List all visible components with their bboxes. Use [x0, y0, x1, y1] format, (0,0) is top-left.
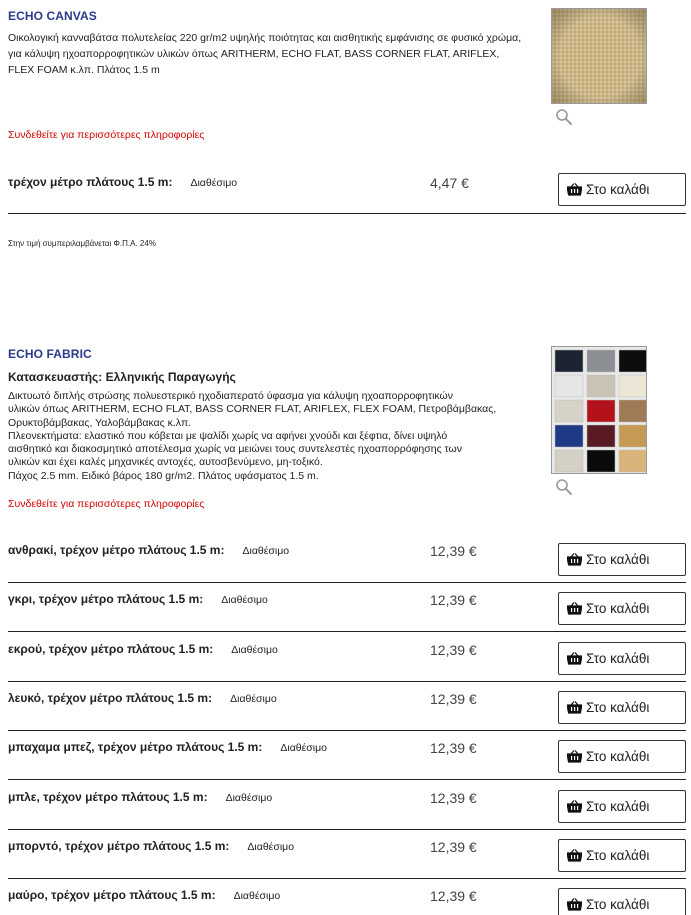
variant-price: 12,39 €: [430, 642, 477, 658]
color-swatch: [555, 450, 583, 472]
availability-status: Διαθέσιμο: [231, 644, 278, 656]
description-line: Πλεονεκτήματα: ελαστικό που κόβεται με ψαλίδι χωρίς να αφήνει χνούδι και ξέφτια, δίνει υψηλό: [8, 429, 448, 442]
cart-button-label: Στο καλάθι: [586, 601, 650, 616]
description-line: Πάχος 2.5 mm. Ειδικό βάρος 180 gr/m2. Πλάτος υφάσματος 1.5 m.: [8, 469, 319, 482]
basket-icon: [567, 652, 582, 665]
variant-label: [8, 740, 327, 754]
cart-button-label: Στο καλάθι: [586, 848, 650, 863]
description-line: αισθητικό και διακοσμητικό αποτέλεσμα χωρίς να μειώνει τους συντελεστές ηχοαπορρόφησης των: [8, 443, 462, 456]
basket-icon: [567, 750, 582, 763]
login-for-info-link[interactable]: Συνδεθείτε για περισσότερες πληροφορίες: [8, 129, 205, 141]
cart-button-label: Στο καλάθι: [586, 749, 650, 764]
color-swatch: [587, 350, 615, 372]
cart-button-label: Στο καλάθι: [586, 897, 650, 912]
product-description: [8, 390, 538, 483]
canvas-texture-image: [552, 9, 647, 104]
variant-row: [8, 691, 686, 740]
basket-icon: [567, 898, 582, 911]
variant-label: [8, 543, 289, 557]
row-divider: [8, 582, 686, 583]
variant-price: 12,39 €: [430, 888, 477, 904]
magnifier-icon[interactable]: [555, 478, 573, 496]
availability-status: Διαθέσιμο: [280, 742, 327, 754]
color-swatch: [619, 400, 647, 422]
variant-name: μπαχαμα μπεζ, τρέχον μέτρο πλάτους 1.5 m:: [8, 740, 263, 754]
variant-row: [8, 888, 686, 915]
row-divider: [8, 631, 686, 632]
magnifier-icon[interactable]: [555, 108, 573, 126]
variant-name: μπλε, τρέχον μέτρο πλάτους 1.5 m:: [8, 790, 208, 804]
color-swatch: [555, 400, 583, 422]
color-swatch: [587, 375, 615, 397]
variant-price: 12,39 €: [430, 592, 477, 608]
description-line: υλικών και έχει καλές μηχανικές αντοχές, αυτοσβενύμενο, μη-τοξικό.: [8, 456, 323, 469]
product-title-echo-fabric[interactable]: ECHO FABRIC: [8, 347, 92, 361]
variant-label: [8, 691, 277, 705]
description-line: Δικτυωτό διπλής στρώσης πολυεστερικό ηχοδιαπερατό ύφασμα για κάλυψη ηχοαπορροφητικών: [8, 390, 453, 402]
add-to-cart-button[interactable]: [558, 839, 686, 872]
variant-row: [8, 740, 686, 789]
cart-button-label: Στο καλάθι: [586, 552, 650, 567]
variant-row: [8, 543, 686, 592]
variant-row: [8, 175, 686, 224]
availability-status: Διαθέσιμο: [230, 693, 277, 705]
add-to-cart-button[interactable]: [558, 740, 686, 773]
add-to-cart-button[interactable]: [558, 790, 686, 823]
row-divider: [8, 878, 686, 879]
color-swatch: [555, 425, 583, 447]
variant-price: 12,39 €: [430, 740, 477, 756]
add-to-cart-button[interactable]: [558, 888, 686, 915]
description-line: υλικών όπως ARITHERM, ECHO FLAT, BASS CORNER FLAT, ARIFLEX, FLEX FOAM, Πετροβάμβακας,: [8, 403, 497, 416]
add-to-cart-button[interactable]: [558, 173, 686, 206]
row-divider: [8, 213, 686, 214]
fabric-color-swatches-image[interactable]: [551, 346, 647, 474]
availability-status: Διαθέσιμο: [247, 841, 295, 853]
basket-icon: [567, 701, 582, 714]
row-divider: [8, 730, 686, 731]
availability-status: Διαθέσιμο: [242, 545, 290, 557]
color-swatch: [619, 350, 647, 372]
login-for-info-link[interactable]: Συνδεθείτε για περισσότερες πληροφορίες: [8, 498, 205, 510]
basket-icon: [567, 800, 582, 813]
availability-status: Διαθέσιμο: [225, 792, 273, 804]
product-description: Οικολογική κανναβάτσα πολυτελείας 220 gr/m2 υψηλής ποιότητας και αισθητικής εμφάνισης σε φυσικό χρώμα, για κάλυψη ηχοαπορροφητικών υλικών όπως ARITHERM, ECHO FLAT, BASS CORNER FLAT, ARIFLEX, FLEX FOAM κ.λπ. Πλάτος 1.5 m: [8, 32, 522, 76]
row-divider: [8, 779, 686, 780]
add-to-cart-button[interactable]: [558, 543, 686, 576]
variant-label: [8, 175, 237, 189]
variant-label: [8, 888, 280, 902]
variant-label: [8, 642, 278, 656]
variant-row: [8, 839, 686, 888]
basket-icon: [567, 553, 582, 566]
color-swatch: [587, 400, 615, 422]
color-swatch: [619, 450, 647, 472]
product-title-echo-canvas[interactable]: ECHO CANVAS: [8, 9, 97, 23]
description-line: Ορυκτοβάμβακας, Υαλοβάμβακας κ.λπ.: [8, 416, 192, 429]
variant-name: μαύρο, τρέχον μέτρο πλάτους 1.5 m:: [8, 888, 216, 902]
basket-icon: [567, 183, 582, 196]
variant-row: [8, 642, 686, 691]
variant-name: εκρού, τρέχον μέτρο πλάτους 1.5 m:: [8, 642, 214, 656]
variant-row: [8, 790, 686, 839]
row-divider: [8, 829, 686, 830]
variant-price: 12,39 €: [430, 691, 477, 707]
cart-button-label: Στο καλάθι: [586, 700, 650, 715]
variant-price: 4,47 €: [430, 175, 469, 191]
basket-icon: [567, 849, 582, 862]
availability-status: Διαθέσιμο: [233, 890, 281, 902]
color-swatch: [555, 350, 583, 372]
cart-button-label: Στο καλάθι: [586, 651, 650, 666]
color-swatch: [587, 425, 615, 447]
variant-label: [8, 839, 294, 853]
cart-button-label: Στο καλάθι: [586, 799, 650, 814]
variant-name: λευκό, τρέχον μέτρο πλάτους 1.5 m:: [8, 691, 213, 705]
vat-note: Στην τιμή συμπεριλαμβάνεται Φ.Π.Α. 24%: [8, 239, 156, 248]
color-swatch: [555, 375, 583, 397]
variant-name: μπορντό, τρέχον μέτρο πλάτους 1.5 m:: [8, 839, 230, 853]
basket-icon: [567, 602, 582, 615]
variant-row: [8, 592, 686, 641]
row-divider: [8, 681, 686, 682]
manufacturer-text: Κατασκευαστής: Ελληνικής Παραγωγής: [8, 370, 236, 384]
color-swatch: [619, 375, 647, 397]
variant-label: [8, 790, 272, 804]
availability-status: Διαθέσιμο: [221, 594, 268, 606]
cart-button-label: Στο καλάθι: [586, 182, 650, 197]
add-to-cart-button[interactable]: [558, 691, 686, 724]
variant-name: ανθρακί, τρέχον μέτρο πλάτους 1.5 m:: [8, 543, 225, 557]
variant-price: 12,39 €: [430, 839, 477, 855]
add-to-cart-button[interactable]: [558, 592, 686, 625]
variant-name: τρέχον μέτρο πλάτους 1.5 m:: [8, 175, 173, 189]
canvas-swatch-image[interactable]: [551, 8, 647, 104]
variant-label: [8, 592, 268, 606]
color-swatch: [587, 450, 615, 472]
variant-price: 12,39 €: [430, 790, 477, 806]
fabric-swatch-grid: [552, 347, 647, 474]
color-swatch: [619, 425, 647, 447]
variant-name: γκρι, τρέχον μέτρο πλάτους 1.5 m:: [8, 592, 204, 606]
add-to-cart-button[interactable]: [558, 642, 686, 675]
availability-status: Διαθέσιμο: [190, 177, 238, 189]
variant-price: 12,39 €: [430, 543, 477, 559]
